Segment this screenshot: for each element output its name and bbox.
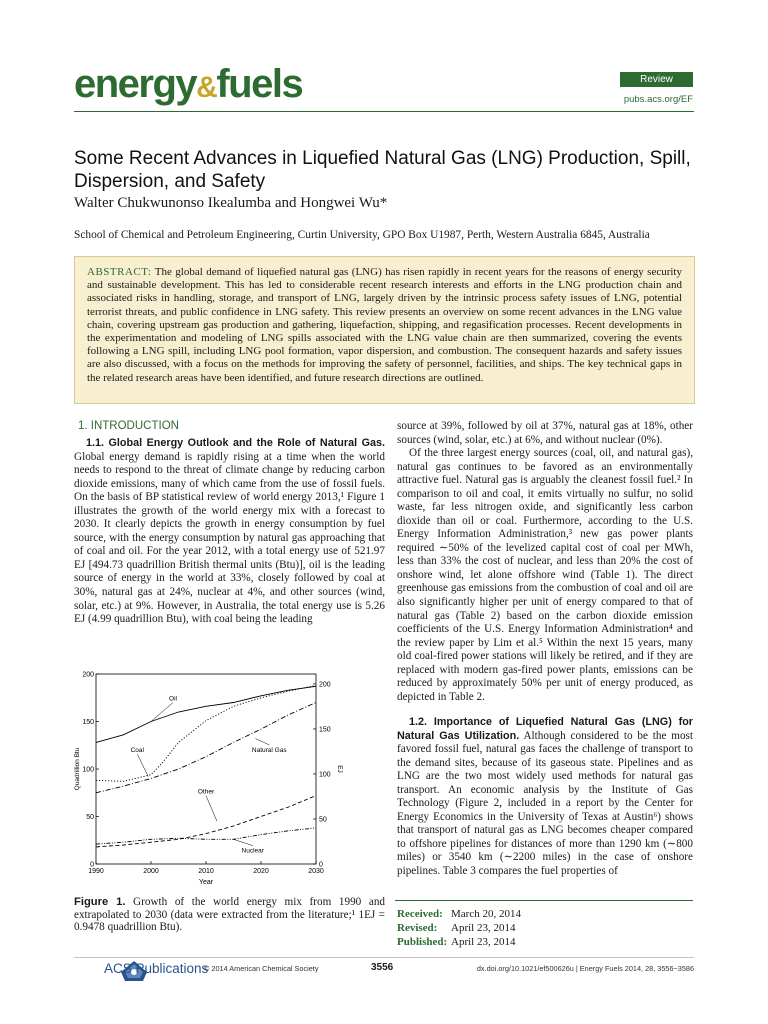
paragraph-lng-importance	[397, 716, 693, 879]
series-label-natural-gas: Natural Gas	[251, 746, 287, 754]
article-citation[interactable]: dx.doi.org/10.1021/ef500626u | Energy Fuels 2014, 28, 3556−3586	[476, 964, 694, 973]
history-published	[397, 935, 521, 949]
y-right-tick-label: 0	[319, 861, 323, 869]
published-date: April 23, 2014	[451, 936, 516, 949]
publisher-name[interactable]: ACS Publications	[104, 961, 209, 976]
article-title: Some Recent Advances in Liquefied Natural Gas (LNG) Production, Spill, Dispersion, and Safety	[74, 148, 691, 192]
y-right-tick-label: 150	[319, 726, 331, 734]
x-tick-label: 2030	[308, 868, 324, 875]
y-tick-label: 100	[82, 766, 94, 774]
figure-caption	[74, 896, 385, 934]
x-tick-label: 2010	[198, 868, 214, 875]
y-tick-label: 50	[86, 813, 94, 821]
author-list: Walter Chukwunonso Ikealumba and Hongwei Wu*	[74, 195, 388, 211]
y-tick-label: 0	[90, 861, 94, 869]
series-label-leader	[151, 703, 173, 722]
y-axis-label: Quadrillion Btu	[74, 747, 81, 791]
footer-divider	[74, 957, 694, 958]
page-number: 3556	[371, 962, 394, 973]
y-right-tick-label: 200	[319, 681, 331, 689]
chart-series-labels	[131, 696, 288, 855]
series-label-leader	[206, 796, 217, 822]
article-type-badge: Review	[620, 72, 693, 87]
abstract-label: ABSTRACT:	[87, 266, 152, 278]
received-label: Received:	[397, 908, 443, 920]
history-received	[397, 907, 521, 921]
abstract-text: The global demand of liquefied natural gas (LNG) has risen rapidly in recent years for the reasons of energy security and sustainable development. This has led to considerable recent research interests and efforts in the LNG production chain and associated risks in handling, storage, and transport of LNG, largely driven by the intrinsic process safety issues of LNG, potential terrorist threats, and public confidence in LNG safety. This review presents an overview on some recent advances in the LNG value chain, covering upstream gas production and gathering, liquefaction, shipping, and regasification processes. Recent developments in the experimentation and modeling of LNG spills associated with the LNG value chain are then summarized, covering the events following a LNG spill, including LNG pool formation, vapor dispersion, and combustion. The consequent hazards and safety issues are also discussed, with a focus on the methods for improving the safety of personnel, facilities, and ships. The key technical gaps in the related research areas have been identified, and future research directions are outlined.	[87, 266, 682, 384]
copyright-notice: © 2014 American Chemical Society	[204, 964, 319, 973]
series-label-coal: Coal	[130, 746, 144, 754]
series-label-nuclear: Nuclear	[241, 847, 264, 855]
figure-caption-text: Growth of the world energy mix from 1990 and extrapolated to 2030 (data were extracted from the literature;¹ 1EJ = 0.9478 quadrillion Btu).	[74, 896, 386, 934]
received-date: March 20, 2014	[451, 908, 521, 920]
series-label-leader	[234, 839, 253, 845]
publication-history	[397, 907, 521, 950]
x-tick-label: 1990	[88, 868, 104, 875]
paragraph-continuation: source at 39%, followed by oil at 37%, natural gas at 18%, other sources (wind, solar, etc.) at 6%, and without nuclear (0%).	[397, 420, 693, 446]
series-line-other	[96, 796, 316, 847]
journal-name-amp: &	[196, 71, 217, 104]
series-line-oil	[96, 686, 316, 742]
y-tick-label: 200	[82, 671, 94, 679]
revised-date: April 23, 2014	[451, 922, 516, 935]
y-tick-label: 150	[82, 718, 94, 726]
series-label-leader	[256, 739, 270, 745]
abstract-box	[74, 256, 695, 404]
x-tick-label: 2020	[253, 868, 269, 875]
chart-series-group	[96, 685, 316, 847]
paragraph-global-energy-outlook	[74, 437, 385, 627]
y-axis-label-right: EJ	[336, 765, 343, 773]
figure-caption-label: Figure 1.	[74, 896, 126, 908]
journal-url[interactable]: pubs.acs.org/EF	[623, 94, 693, 105]
revised-label: Revised:	[397, 922, 438, 935]
plot-area-border	[96, 674, 316, 864]
history-divider	[395, 900, 693, 901]
y-right-tick-label: 100	[319, 771, 331, 779]
header-divider	[74, 111, 694, 112]
journal-logo	[74, 64, 302, 104]
x-tick-label: 2000	[143, 868, 159, 875]
paragraph-natural-gas-favored: Of the three largest energy sources (coal, oil, and natural gas), natural gas continues to be favored as an environmentally attractive fuel. Natural gas is arguably the cleanest fossil fuel.² In comparison to oil and coal, it emits virtually no sulfur, no solid waste, far less nitrogen oxide, and significantly less carbon dioxide than oil or coal. Furthermore, according to the U.S. Energy Information Administration,³ new gas power plants required ∼50% of the levelized capital cost of coal per MWh, less than 33% the cost of nuclear, and less than 20% the cost of onshore wind, let alone offshore wind (Table 1). The direct greenhouse gas emissions from the combustion of coal and oil are also significantly higher per unit of energy compared to that of natural gas (Table 2) based on the carbon dioxide emission coefficients of the U.S. Energy Information Administration⁴ and the review paper by Lim et al.⁵ Within the next 15 years, many old coal-fired power stations will likely be retired, and if they are replaced with modern gas-fired power plants, emissions can be reduced by approximately 50% per unit of energy produced, as depicted in Table 2.	[397, 447, 693, 703]
series-label-oil: Oil	[169, 695, 177, 703]
journal-name-part1: energy	[74, 62, 197, 106]
paragraph-text: Global energy demand is rapidly rising at a time when the world needs to respond to the threat of climate change by reducing carbon dioxide emissions, many of which came from the use of fossil fuels. On the basis of BP statistical review of world energy 2013,¹ Figure 1 illustrates the growth of the world energy mix with a forecast to 2030. It clearly depicts the growth in energy consumption by fuel source, with the energy consumption by natural gas approaching that of coal and oil. For the year 2012, with a total energy use of 521.97 EJ [494.73 quadrillion British thermal units (Btu)], oil is the leading source of energy in the world at 33%, closely followed by coal at 30%, natural gas at 24%, nuclear at 4%, and other sources (wind, solar, etc.) at 9%. However, in Australia, the total energy use is 5.26 EJ (4.99 quadrillion Btu), with coal being the leading	[74, 450, 385, 626]
author-affiliation: School of Chemical and Petroleum Engineering, Curtin University, GPO Box U1987, Perth, Western Australia 6845, Australia	[74, 229, 650, 241]
x-axis-label: Year	[198, 879, 214, 886]
series-label-other: Other	[197, 788, 215, 796]
series-line-coal	[96, 685, 316, 781]
series-label-leader	[137, 754, 148, 777]
journal-name-part2: fuels	[216, 62, 303, 106]
section-heading-introduction: 1. INTRODUCTION	[78, 420, 179, 432]
published-label: Published:	[397, 936, 448, 949]
paragraph-text: Although considered to be the most favored fossil fuel, natural gas faces the challenge of transport to the demand sites, because of its gaseous state. Pipelines and as LNG are the two most widely used methods for natural gas transport. An economic analysis by the Institute of Gas Technology (Figure 2, included in a report by the Center for Energy Economics in the University of Texas at Austin⁶) shows that transport of natural gas as LNG becomes cheaper compared to offshore pipelines for distances of more than 1290 km (∼800 miles) or 3540 km (∼2200 miles) in the case of onshore pipelines. Table 3 compares the fuel properties of	[397, 729, 694, 878]
figure-1-chart	[74, 664, 374, 896]
subsection-heading-1-1: 1.1. Global Energy Outlook and the Role of Natural Gas.	[86, 437, 385, 449]
subsection-heading-1-2: 1.2. Importance of Liquefied Natural Gas (LNG) for Natural Gas Utilization.	[397, 716, 693, 742]
chart-frame	[96, 674, 316, 864]
chart-axes	[82, 671, 330, 875]
y-right-tick-label: 50	[319, 816, 327, 824]
history-revised	[397, 921, 521, 935]
series-line-nuclear	[96, 828, 316, 844]
